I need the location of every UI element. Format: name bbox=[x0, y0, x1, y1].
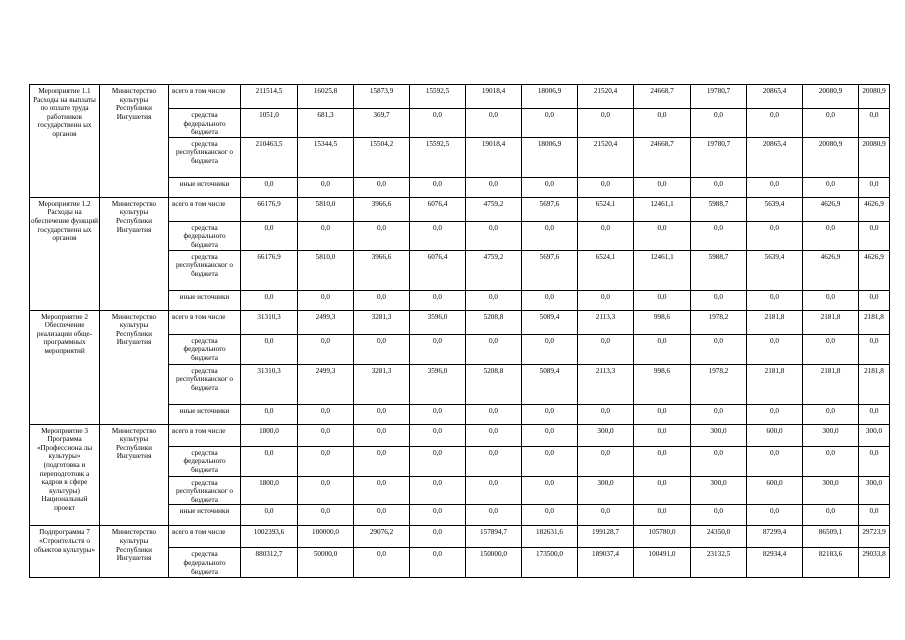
value-cell: 0,0 bbox=[354, 404, 410, 424]
value-cell: 2113,3 bbox=[578, 310, 634, 334]
value-cell: 0,0 bbox=[578, 334, 634, 364]
executor-cell: Министерство культуры Республики Ингушетия bbox=[100, 526, 169, 578]
value-cell: 0,0 bbox=[803, 109, 859, 138]
value-cell: 0,0 bbox=[466, 177, 522, 197]
value-cell: 0,0 bbox=[691, 221, 747, 250]
value-cell: 0,0 bbox=[522, 221, 578, 250]
value-cell: 6076,4 bbox=[410, 197, 466, 221]
value-cell: 0,0 bbox=[691, 505, 747, 526]
funding-source-cell: средства республиканског о бюджета bbox=[169, 250, 241, 290]
value-cell: 5639,4 bbox=[747, 250, 803, 290]
value-cell: 300,0 bbox=[803, 424, 859, 446]
value-cell: 19018,4 bbox=[466, 85, 522, 109]
value-cell: 20080,9 bbox=[859, 137, 890, 177]
value-cell: 182631,6 bbox=[522, 526, 578, 548]
value-cell: 16025,8 bbox=[298, 85, 354, 109]
value-cell: 0,0 bbox=[410, 334, 466, 364]
value-cell: 100000,0 bbox=[298, 526, 354, 548]
table-row bbox=[30, 526, 890, 548]
value-cell: 0,0 bbox=[354, 424, 410, 446]
value-cell: 0,0 bbox=[578, 177, 634, 197]
value-cell: 3966,6 bbox=[354, 250, 410, 290]
value-cell: 0,0 bbox=[859, 177, 890, 197]
value-cell: 0,0 bbox=[241, 177, 298, 197]
value-cell: 600,0 bbox=[747, 476, 803, 505]
value-cell: 4626,9 bbox=[803, 197, 859, 221]
value-cell: 24350,0 bbox=[691, 526, 747, 548]
funding-source-cell: средства республиканског о бюджета bbox=[169, 364, 241, 404]
value-cell: 100491,0 bbox=[634, 548, 691, 578]
value-cell: 4759,2 bbox=[466, 197, 522, 221]
funding-source-cell: средства федерального бюджета bbox=[169, 109, 241, 138]
value-cell: 0,0 bbox=[466, 424, 522, 446]
event-name-cell: Мероприятие 1.1 Расходы на выплаты по оплате труда работников государственн ых органов bbox=[30, 85, 100, 198]
value-cell: 2181,8 bbox=[859, 310, 890, 334]
table-row bbox=[30, 197, 890, 221]
value-cell: 0,0 bbox=[466, 404, 522, 424]
value-cell: 5988,7 bbox=[691, 250, 747, 290]
funding-source-cell: иные источники bbox=[169, 505, 241, 526]
value-cell: 0,0 bbox=[241, 404, 298, 424]
value-cell: 6524,1 bbox=[578, 197, 634, 221]
value-cell: 0,0 bbox=[410, 221, 466, 250]
value-cell: 0,0 bbox=[859, 446, 890, 476]
value-cell: 2113,3 bbox=[578, 364, 634, 404]
value-cell: 0,0 bbox=[466, 446, 522, 476]
value-cell: 0,0 bbox=[466, 505, 522, 526]
value-cell: 3966,6 bbox=[354, 197, 410, 221]
value-cell: 0,0 bbox=[410, 424, 466, 446]
funding-source-cell: иные источники bbox=[169, 290, 241, 310]
value-cell: 19018,4 bbox=[466, 137, 522, 177]
value-cell: 18006,9 bbox=[522, 137, 578, 177]
value-cell: 15592,5 bbox=[410, 85, 466, 109]
value-cell: 0,0 bbox=[803, 404, 859, 424]
value-cell: 0,0 bbox=[522, 177, 578, 197]
value-cell: 2181,8 bbox=[747, 364, 803, 404]
value-cell: 0,0 bbox=[747, 334, 803, 364]
funding-source-cell: всего в том числе bbox=[169, 526, 241, 548]
value-cell: 2181,8 bbox=[803, 364, 859, 404]
funding-source-cell: средства федерального бюджета bbox=[169, 446, 241, 476]
value-cell: 31310,3 bbox=[241, 364, 298, 404]
value-cell: 0,0 bbox=[859, 505, 890, 526]
value-cell: 20080,9 bbox=[859, 85, 890, 109]
value-cell: 0,0 bbox=[859, 109, 890, 138]
value-cell: 0,0 bbox=[691, 404, 747, 424]
value-cell: 15504,2 bbox=[354, 137, 410, 177]
value-cell: 15344,5 bbox=[298, 137, 354, 177]
value-cell: 150000,0 bbox=[466, 548, 522, 578]
value-cell: 1978,2 bbox=[691, 364, 747, 404]
value-cell: 0,0 bbox=[747, 446, 803, 476]
event-name-cell: Мероприятие 1.2 Расходы на обеспечение функций государственн ых органов bbox=[30, 197, 100, 310]
value-cell: 998,6 bbox=[634, 364, 691, 404]
value-cell: 1002393,6 bbox=[241, 526, 298, 548]
value-cell: 0,0 bbox=[578, 505, 634, 526]
value-cell: 0,0 bbox=[747, 505, 803, 526]
funding-source-cell: средства федерального бюджета bbox=[169, 548, 241, 578]
funding-source-cell: средства федерального бюджета bbox=[169, 334, 241, 364]
value-cell: 189037,4 bbox=[578, 548, 634, 578]
value-cell: 681,3 bbox=[298, 109, 354, 138]
value-cell: 5089,4 bbox=[522, 310, 578, 334]
value-cell: 3281,3 bbox=[354, 310, 410, 334]
value-cell: 0,0 bbox=[634, 221, 691, 250]
value-cell: 0,0 bbox=[803, 221, 859, 250]
value-cell: 4626,9 bbox=[803, 250, 859, 290]
value-cell: 5810,0 bbox=[298, 197, 354, 221]
value-cell: 0,0 bbox=[578, 290, 634, 310]
value-cell: 0,0 bbox=[410, 177, 466, 197]
value-cell: 24668,7 bbox=[634, 137, 691, 177]
value-cell: 0,0 bbox=[747, 109, 803, 138]
value-cell: 880312,7 bbox=[241, 548, 298, 578]
value-cell: 0,0 bbox=[298, 476, 354, 505]
value-cell: 0,0 bbox=[522, 505, 578, 526]
value-cell: 19780,7 bbox=[691, 85, 747, 109]
value-cell: 0,0 bbox=[522, 446, 578, 476]
value-cell: 0,0 bbox=[298, 446, 354, 476]
value-cell: 0,0 bbox=[747, 177, 803, 197]
value-cell: 5089,4 bbox=[522, 364, 578, 404]
value-cell: 0,0 bbox=[410, 505, 466, 526]
value-cell: 82934,4 bbox=[747, 548, 803, 578]
value-cell: 0,0 bbox=[241, 221, 298, 250]
executor-cell: Министерство культуры Республики Ингушетия bbox=[100, 310, 169, 424]
event-name-cell: Подпрограмма 7 «Строительств о объектов культуры» bbox=[30, 526, 100, 578]
executor-cell: Министерство культуры Республики Ингушетия bbox=[100, 197, 169, 310]
value-cell: 3596,0 bbox=[410, 364, 466, 404]
value-cell: 0,0 bbox=[803, 177, 859, 197]
value-cell: 21520,4 bbox=[578, 85, 634, 109]
value-cell: 0,0 bbox=[634, 290, 691, 310]
value-cell: 199128,7 bbox=[578, 526, 634, 548]
table-row bbox=[30, 310, 890, 334]
value-cell: 0,0 bbox=[691, 290, 747, 310]
value-cell: 0,0 bbox=[298, 177, 354, 197]
value-cell: 0,0 bbox=[522, 334, 578, 364]
value-cell: 15873,9 bbox=[354, 85, 410, 109]
value-cell: 0,0 bbox=[354, 334, 410, 364]
value-cell: 0,0 bbox=[522, 404, 578, 424]
value-cell: 0,0 bbox=[241, 290, 298, 310]
value-cell: 0,0 bbox=[747, 290, 803, 310]
value-cell: 0,0 bbox=[634, 109, 691, 138]
executor-cell: Министерство культуры Республики Ингушетия bbox=[100, 85, 169, 198]
value-cell: 211514,5 bbox=[241, 85, 298, 109]
value-cell: 0,0 bbox=[354, 290, 410, 310]
value-cell: 2181,8 bbox=[859, 364, 890, 404]
value-cell: 0,0 bbox=[354, 505, 410, 526]
value-cell: 2499,3 bbox=[298, 364, 354, 404]
funding-source-cell: всего в том числе bbox=[169, 424, 241, 446]
table-row bbox=[30, 424, 890, 446]
value-cell: 0,0 bbox=[803, 446, 859, 476]
value-cell: 0,0 bbox=[410, 109, 466, 138]
event-name-cell: Мероприятие 2 Обеспечение реализации обще-программных мероприятий bbox=[30, 310, 100, 424]
value-cell: 12461,1 bbox=[634, 197, 691, 221]
value-cell: 1800,0 bbox=[241, 476, 298, 505]
value-cell: 0,0 bbox=[578, 404, 634, 424]
value-cell: 87299,4 bbox=[747, 526, 803, 548]
value-cell: 5810,0 bbox=[298, 250, 354, 290]
value-cell: 0,0 bbox=[410, 446, 466, 476]
value-cell: 1800,0 bbox=[241, 424, 298, 446]
value-cell: 2181,8 bbox=[803, 310, 859, 334]
value-cell: 0,0 bbox=[298, 505, 354, 526]
value-cell: 0,0 bbox=[410, 548, 466, 578]
funding-source-cell: иные источники bbox=[169, 177, 241, 197]
value-cell: 19780,7 bbox=[691, 137, 747, 177]
value-cell: 0,0 bbox=[410, 476, 466, 505]
funding-source-cell: средства федерального бюджета bbox=[169, 221, 241, 250]
value-cell: 3281,3 bbox=[354, 364, 410, 404]
value-cell: 600,0 bbox=[747, 424, 803, 446]
value-cell: 0,0 bbox=[522, 109, 578, 138]
value-cell: 50000,0 bbox=[298, 548, 354, 578]
value-cell: 6524,1 bbox=[578, 250, 634, 290]
value-cell: 0,0 bbox=[522, 476, 578, 505]
value-cell: 23132,5 bbox=[691, 548, 747, 578]
value-cell: 0,0 bbox=[578, 446, 634, 476]
table-body bbox=[30, 85, 890, 578]
value-cell: 86509,1 bbox=[803, 526, 859, 548]
value-cell: 29076,2 bbox=[354, 526, 410, 548]
budget-table bbox=[29, 84, 890, 578]
value-cell: 0,0 bbox=[634, 424, 691, 446]
value-cell: 24668,7 bbox=[634, 85, 691, 109]
value-cell: 0,0 bbox=[354, 177, 410, 197]
value-cell: 0,0 bbox=[241, 446, 298, 476]
value-cell: 20865,4 bbox=[747, 137, 803, 177]
value-cell: 300,0 bbox=[691, 424, 747, 446]
value-cell: 5697,6 bbox=[522, 197, 578, 221]
value-cell: 29033,8 bbox=[859, 548, 890, 578]
value-cell: 0,0 bbox=[466, 476, 522, 505]
value-cell: 0,0 bbox=[634, 446, 691, 476]
value-cell: 0,0 bbox=[298, 290, 354, 310]
value-cell: 4626,9 bbox=[859, 250, 890, 290]
value-cell: 0,0 bbox=[691, 177, 747, 197]
value-cell: 4626,9 bbox=[859, 197, 890, 221]
value-cell: 0,0 bbox=[859, 290, 890, 310]
value-cell: 300,0 bbox=[691, 476, 747, 505]
value-cell: 0,0 bbox=[298, 221, 354, 250]
value-cell: 0,0 bbox=[634, 404, 691, 424]
value-cell: 0,0 bbox=[578, 109, 634, 138]
value-cell: 0,0 bbox=[859, 221, 890, 250]
funding-source-cell: средства республиканског о бюджета bbox=[169, 476, 241, 505]
value-cell: 0,0 bbox=[410, 526, 466, 548]
value-cell: 0,0 bbox=[859, 334, 890, 364]
value-cell: 0,0 bbox=[859, 404, 890, 424]
value-cell: 6076,4 bbox=[410, 250, 466, 290]
value-cell: 300,0 bbox=[578, 476, 634, 505]
value-cell: 0,0 bbox=[466, 290, 522, 310]
value-cell: 0,0 bbox=[466, 221, 522, 250]
value-cell: 0,0 bbox=[634, 334, 691, 364]
value-cell: 20080,9 bbox=[803, 137, 859, 177]
executor-cell: Министерство культуры Республики Ингушетия bbox=[100, 424, 169, 526]
value-cell: 0,0 bbox=[298, 334, 354, 364]
value-cell: 5697,6 bbox=[522, 250, 578, 290]
value-cell: 0,0 bbox=[747, 404, 803, 424]
funding-source-cell: иные источники bbox=[169, 404, 241, 424]
value-cell: 0,0 bbox=[634, 177, 691, 197]
value-cell: 0,0 bbox=[354, 446, 410, 476]
value-cell: 0,0 bbox=[241, 334, 298, 364]
value-cell: 2499,3 bbox=[298, 310, 354, 334]
value-cell: 66176,9 bbox=[241, 250, 298, 290]
value-cell: 20865,4 bbox=[747, 85, 803, 109]
value-cell: 12461,1 bbox=[634, 250, 691, 290]
value-cell: 29723,9 bbox=[859, 526, 890, 548]
funding-source-cell: всего в том числе bbox=[169, 310, 241, 334]
value-cell: 0,0 bbox=[803, 505, 859, 526]
value-cell: 300,0 bbox=[578, 424, 634, 446]
value-cell: 0,0 bbox=[747, 221, 803, 250]
value-cell: 300,0 bbox=[803, 476, 859, 505]
funding-source-cell: средства республиканског о бюджета bbox=[169, 137, 241, 177]
value-cell: 0,0 bbox=[522, 290, 578, 310]
value-cell: 3596,0 bbox=[410, 310, 466, 334]
value-cell: 15592,5 bbox=[410, 137, 466, 177]
value-cell: 0,0 bbox=[298, 404, 354, 424]
value-cell: 21520,4 bbox=[578, 137, 634, 177]
value-cell: 18006,9 bbox=[522, 85, 578, 109]
value-cell: 0,0 bbox=[410, 404, 466, 424]
value-cell: 5988,7 bbox=[691, 197, 747, 221]
value-cell: 0,0 bbox=[634, 476, 691, 505]
value-cell: 0,0 bbox=[691, 446, 747, 476]
value-cell: 105780,0 bbox=[634, 526, 691, 548]
value-cell: 0,0 bbox=[241, 505, 298, 526]
value-cell: 1051,0 bbox=[241, 109, 298, 138]
value-cell: 0,0 bbox=[298, 424, 354, 446]
value-cell: 5208,8 bbox=[466, 310, 522, 334]
value-cell: 369,7 bbox=[354, 109, 410, 138]
event-name-cell: Мероприятие 3 Программа «Профессиона лы культуры» (подготовка и переподготовк а кадров в сфере культуры) Национальный проект bbox=[30, 424, 100, 526]
value-cell: 1978,2 bbox=[691, 310, 747, 334]
value-cell: 0,0 bbox=[522, 424, 578, 446]
value-cell: 300,0 bbox=[859, 476, 890, 505]
value-cell: 157894,7 bbox=[466, 526, 522, 548]
funding-source-cell: всего в том числе bbox=[169, 85, 241, 109]
value-cell: 0,0 bbox=[578, 221, 634, 250]
value-cell: 0,0 bbox=[466, 109, 522, 138]
value-cell: 300,0 bbox=[859, 424, 890, 446]
value-cell: 82183,6 bbox=[803, 548, 859, 578]
value-cell: 20080,9 bbox=[803, 85, 859, 109]
value-cell: 2181,8 bbox=[747, 310, 803, 334]
value-cell: 0,0 bbox=[354, 548, 410, 578]
value-cell: 0,0 bbox=[354, 476, 410, 505]
value-cell: 0,0 bbox=[691, 109, 747, 138]
funding-source-cell: всего в том числе bbox=[169, 197, 241, 221]
value-cell: 0,0 bbox=[410, 290, 466, 310]
value-cell: 0,0 bbox=[803, 334, 859, 364]
table-row bbox=[30, 85, 890, 109]
value-cell: 0,0 bbox=[466, 334, 522, 364]
value-cell: 998,6 bbox=[634, 310, 691, 334]
value-cell: 210463,5 bbox=[241, 137, 298, 177]
value-cell: 0,0 bbox=[803, 290, 859, 310]
value-cell: 5208,8 bbox=[466, 364, 522, 404]
value-cell: 5639,4 bbox=[747, 197, 803, 221]
value-cell: 4759,2 bbox=[466, 250, 522, 290]
value-cell: 173500,0 bbox=[522, 548, 578, 578]
value-cell: 31310,3 bbox=[241, 310, 298, 334]
value-cell: 0,0 bbox=[634, 505, 691, 526]
value-cell: 0,0 bbox=[354, 221, 410, 250]
value-cell: 0,0 bbox=[691, 334, 747, 364]
value-cell: 66176,9 bbox=[241, 197, 298, 221]
